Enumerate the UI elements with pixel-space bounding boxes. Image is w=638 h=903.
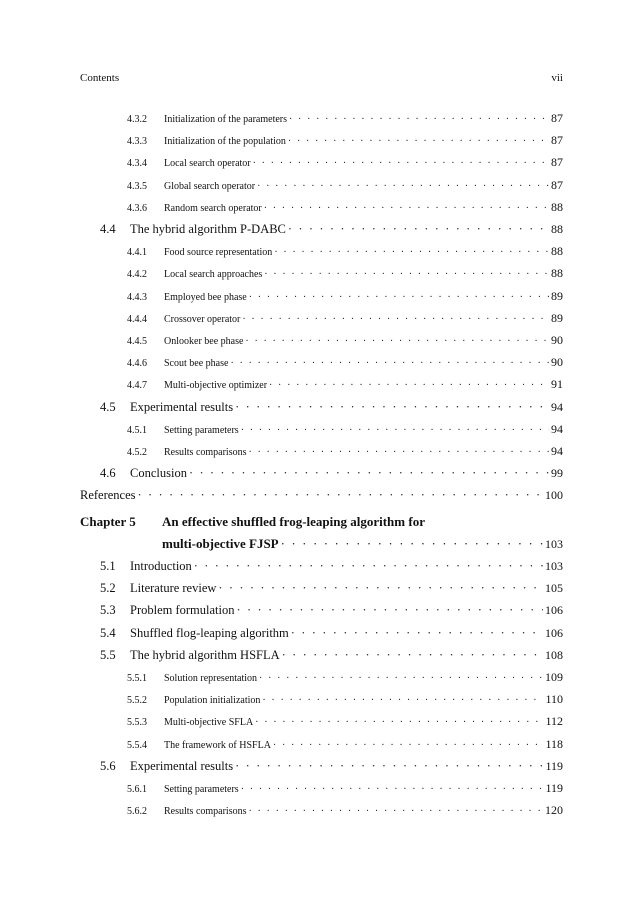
toc-entry-number: 4.4.2 [127, 269, 147, 281]
toc-entry-page: 88 [551, 266, 563, 281]
toc-entry-number: 4.4.1 [127, 247, 147, 259]
toc-entry-page: 94 [551, 444, 563, 458]
toc-entry-title: Population initialization [164, 695, 261, 707]
toc-entry-page: 90 [551, 355, 563, 370]
toc-entry[interactable] [80, 155, 563, 173]
leader-dots [241, 425, 549, 436]
toc-entry-page: 112 [545, 714, 563, 729]
leader-dots [257, 181, 549, 192]
toc-entry-number: 4.5 [100, 399, 116, 414]
toc-entry-page: 106 [545, 625, 563, 640]
toc-entry-number: 5.2 [100, 581, 116, 596]
toc-entry-page: 119 [545, 758, 563, 773]
leader-dots [282, 648, 543, 663]
header-page-number: vii [551, 72, 563, 84]
toc-entry-number: 4.3.2 [127, 114, 147, 125]
toc-entry[interactable] [80, 222, 563, 240]
chapter-page: 103 [545, 536, 563, 551]
leader-dots [273, 740, 544, 751]
leader-dots [253, 158, 549, 169]
leader-dots [289, 114, 549, 125]
toc-entry-page: 119 [545, 781, 563, 795]
toc-entry-title: Problem formulation [130, 603, 235, 618]
toc-entry[interactable] [80, 377, 563, 395]
toc-entry-page: 87 [551, 177, 563, 192]
toc-entry[interactable] [80, 266, 563, 284]
toc-entry-title: Onlooker bee phase [164, 336, 244, 347]
toc-entry-number: 5.5.1 [127, 673, 147, 684]
leader-dots [245, 336, 549, 347]
toc-entry-number: 5.3 [100, 603, 116, 618]
toc-entry-title: Experimental results [130, 758, 234, 773]
leader-dots [288, 222, 549, 237]
leader-dots [241, 784, 544, 795]
toc-entry-title: Multi-objective optimizer [164, 380, 268, 392]
toc-entry-number: 4.3.3 [127, 136, 147, 148]
toc-entry-page: 87 [551, 133, 563, 148]
leader-dots [189, 466, 549, 481]
leader-dots [249, 806, 544, 817]
toc-entry-number: 4.4.4 [127, 313, 147, 325]
toc-entry-title: Multi-objective SFLA [164, 717, 254, 729]
leader-dots [235, 400, 549, 415]
toc-entry[interactable] [80, 781, 563, 799]
toc-entry-title: Local search operator [164, 158, 251, 170]
toc-entry[interactable] [80, 714, 563, 732]
toc-entry-page: 118 [545, 736, 563, 751]
toc-entry-number: 5.5.3 [127, 717, 147, 729]
toc-entry-page: 110 [545, 692, 563, 707]
toc-entry[interactable] [80, 737, 563, 755]
toc-entry[interactable] [80, 581, 563, 599]
leader-dots [269, 380, 549, 391]
toc-entry[interactable] [80, 670, 563, 688]
toc-entry[interactable] [80, 803, 563, 821]
toc-entry-page: 108 [545, 647, 563, 662]
toc-entry-number: 5.4 [100, 625, 116, 640]
toc-entry-number: 5.5.4 [127, 739, 147, 751]
leader-dots [255, 717, 543, 728]
toc-entry[interactable] [80, 244, 563, 262]
toc-entry-page: 105 [545, 581, 563, 596]
toc-entry-number: 4.5.1 [127, 424, 147, 436]
toc-entry-page: 106 [545, 603, 563, 618]
toc-entry-number: 4.6 [100, 466, 116, 481]
toc-entry-number: 4.4.5 [127, 336, 147, 347]
toc-entry-title: Experimental results [130, 399, 234, 414]
toc-entry[interactable] [80, 400, 563, 418]
toc-entry-title: Setting parameters [164, 424, 239, 436]
toc-entry-title: Scout bee phase [164, 358, 229, 370]
toc-entry-title: Crossover operator [164, 313, 241, 325]
toc-entry-page: 89 [551, 288, 563, 303]
toc-entry-title: The hybrid algorithm P-DABC [130, 222, 286, 236]
leader-dots [249, 447, 550, 458]
leader-dots [274, 247, 549, 258]
toc-entry-page: 103 [545, 559, 563, 573]
toc-entry-number: 5.6.1 [127, 784, 147, 795]
toc-entry[interactable] [80, 111, 563, 129]
chapter-title-row[interactable] [80, 536, 563, 554]
toc-entry-page: 88 [551, 244, 563, 259]
toc-entry[interactable] [80, 648, 563, 666]
leader-dots [218, 581, 543, 596]
toc-entry-title: Results comparisons [164, 447, 247, 458]
toc-entry-title: Results comparisons [164, 806, 247, 818]
toc-entry[interactable] [80, 603, 563, 621]
toc-entry-page: 99 [551, 466, 563, 481]
toc-entry-page: 90 [551, 333, 563, 347]
toc-entry[interactable] [80, 355, 563, 373]
toc-entry-title: Food source representation [164, 247, 273, 259]
toc-entry-number: 4.4.6 [127, 358, 147, 370]
toc-entry[interactable] [80, 559, 563, 577]
toc-entry-number: 5.1 [100, 559, 116, 573]
toc-entry-number: 4.5.2 [127, 447, 147, 458]
toc-entry-title: Employed bee phase [164, 291, 247, 303]
toc-entry-page: 109 [545, 670, 563, 684]
toc-entry-number: 5.6.2 [127, 806, 147, 818]
toc-entry-page: 94 [551, 399, 563, 414]
toc-entry-number: 4.3.6 [127, 202, 147, 214]
chapter-title-line1: An effective shuffled frog-leaping algorithm for [162, 513, 425, 529]
toc-entry[interactable] [80, 692, 563, 710]
toc-entry-number: 5.6 [100, 758, 116, 773]
leader-dots [249, 292, 549, 303]
leader-dots [138, 488, 543, 503]
toc-entry-number: 4.4.7 [127, 380, 147, 392]
toc-entry-page: 88 [551, 199, 563, 214]
leader-dots [262, 695, 543, 706]
toc-entry-title: Shuffled flog-leaping algorithm [130, 625, 289, 640]
toc-entry-title: The framework of HSFLA [164, 739, 271, 751]
toc-entry[interactable] [80, 488, 563, 506]
toc-entry[interactable] [80, 444, 563, 462]
leader-dots [291, 626, 543, 641]
toc-entry-title: Local search approaches [164, 269, 263, 281]
toc-entry-number: 4.4.3 [127, 291, 147, 303]
toc-entry-page: 89 [551, 310, 563, 325]
leader-dots [281, 536, 543, 552]
toc-entry-number: 4.4 [100, 222, 116, 236]
toc-entry-title: Initialization of the parameters [164, 114, 288, 125]
toc-entry-number: 5.5 [100, 647, 116, 662]
toc-entry-number: 4.3.4 [127, 158, 147, 170]
toc-entry-page: 88 [551, 222, 563, 236]
leader-dots [264, 203, 549, 214]
toc-entry[interactable] [80, 333, 563, 351]
toc-entry-title: Literature review [130, 581, 217, 596]
toc-entry-number: 4.3.5 [127, 180, 147, 192]
toc-entry-page: 87 [551, 111, 563, 125]
toc-entry[interactable] [80, 178, 563, 196]
toc-entry-page: 100 [545, 488, 563, 503]
toc-entry-page: 94 [551, 421, 563, 436]
toc-entry-title: Global search operator [164, 180, 256, 192]
toc-entry-page: 91 [551, 377, 563, 392]
toc-entry[interactable] [80, 759, 563, 777]
toc-entry-title: Solution representation [164, 673, 258, 684]
toc-entry[interactable] [80, 422, 563, 440]
chapter-label: Chapter 5 [80, 513, 136, 529]
chapter-title-line2: multi-objective FJSP [162, 535, 279, 551]
toc-entry-title: Conclusion [130, 466, 187, 481]
toc-entry[interactable] [80, 289, 563, 307]
toc-entry-title: Random search operator [164, 202, 262, 214]
leader-dots [288, 136, 549, 147]
header-title: Contents [80, 72, 120, 84]
leader-dots [259, 673, 543, 684]
toc-entry-page: 87 [551, 155, 563, 170]
leader-dots [235, 759, 543, 774]
toc-entry-title: References [80, 488, 136, 503]
toc-entry-title: The hybrid algorithm HSFLA [130, 647, 280, 662]
leader-dots [194, 559, 543, 574]
toc-entry[interactable] [80, 626, 563, 644]
leader-dots [242, 314, 549, 325]
leader-dots [230, 358, 549, 369]
toc-entry-page: 120 [545, 803, 563, 818]
toc-entry-title: Setting parameters [164, 784, 239, 795]
toc-entry-number: 5.5.2 [127, 695, 147, 707]
toc-entry[interactable] [80, 466, 563, 484]
toc-entry-title: Initialization of the population [164, 136, 286, 148]
toc-entry[interactable] [80, 311, 563, 329]
toc-entry[interactable] [80, 200, 563, 218]
toc-entry-title: Introduction [130, 559, 192, 573]
leader-dots [237, 603, 544, 618]
toc-entry[interactable] [80, 133, 563, 151]
leader-dots [264, 269, 549, 280]
